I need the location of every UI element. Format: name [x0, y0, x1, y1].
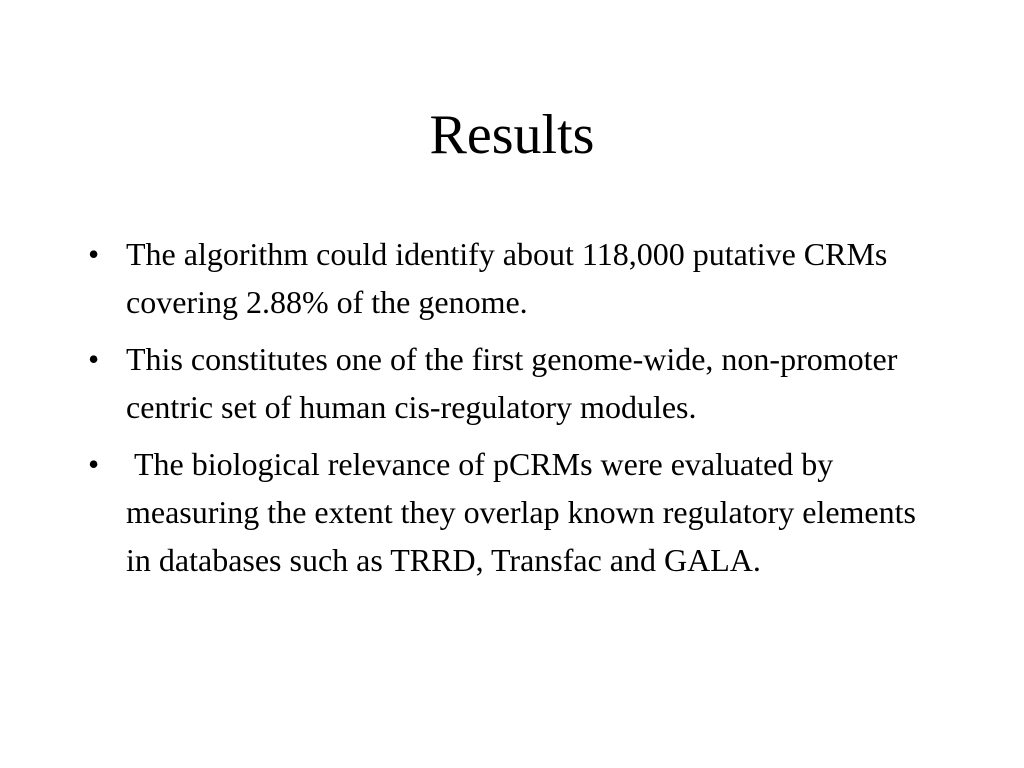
bullet-icon: • [88, 236, 100, 272]
bullet-text: This constitutes one of the first genome-wide, non-promoter centric set of human cis-regulatory modules. [126, 341, 906, 425]
bullet-item [84, 230, 944, 326]
slide-title: Results [429, 104, 595, 166]
bullet-text: The biological relevance of pCRMs were evaluated by measuring the extent they overlap known regulatory elements in databases such as TRRD, Transfac and GALA. [126, 446, 924, 578]
bullet-list [84, 230, 944, 593]
bullet-item [84, 440, 944, 584]
bullet-icon: • [88, 341, 100, 377]
bullet-text: The algorithm could identify about 118,000 putative CRMs covering 2.88% of the genome. [126, 236, 896, 320]
bullet-item [84, 335, 944, 431]
bullet-icon: • [88, 446, 100, 482]
